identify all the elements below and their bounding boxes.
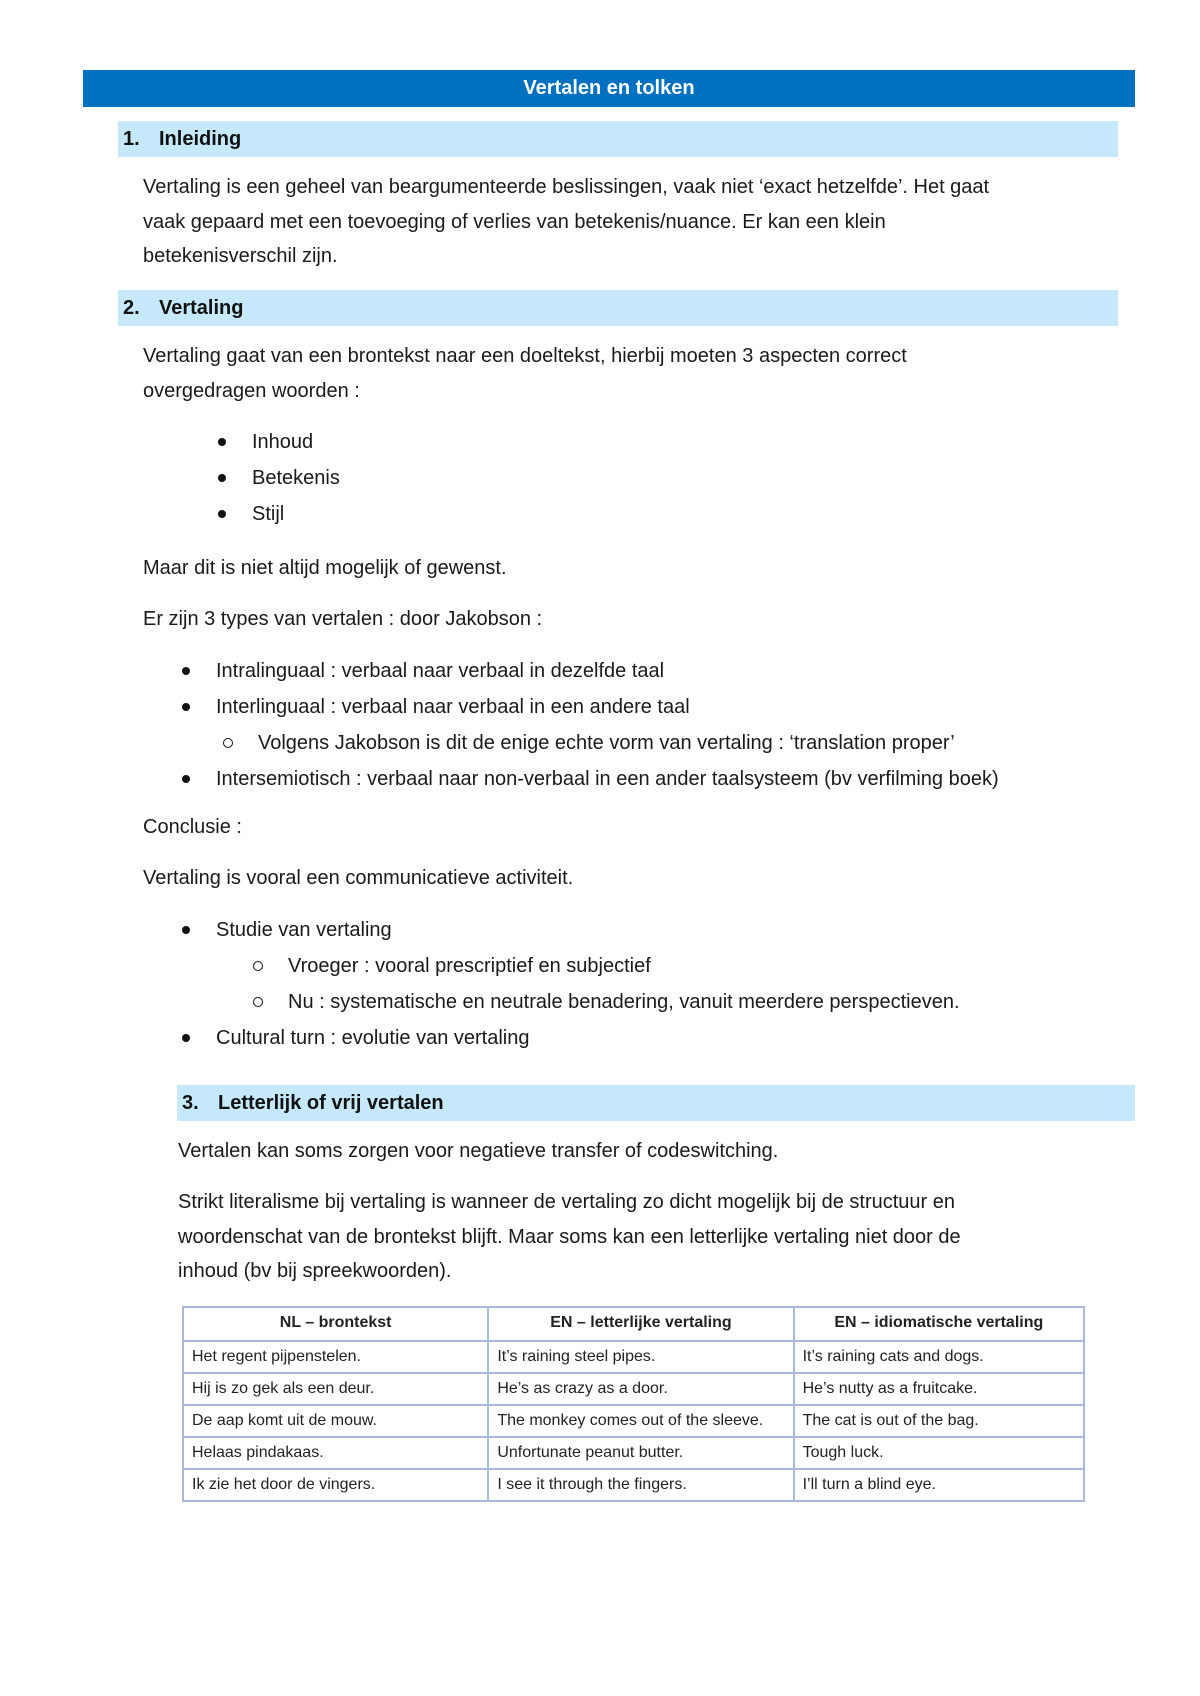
- section-number: 3.: [182, 1092, 199, 1114]
- list-item: Studie van vertaling: [182, 912, 960, 948]
- bullet-icon: [182, 775, 190, 783]
- list-item: Inhoud: [218, 424, 340, 460]
- sub-bullet-icon: [253, 997, 263, 1007]
- table-cell: Hij is zo gek als een deur.: [183, 1373, 488, 1405]
- paragraph-transfer: Vertalen kan soms zorgen voor negatieve transfer of codeswitching.: [178, 1140, 779, 1162]
- table-cell: Het regent pijpenstelen.: [183, 1341, 488, 1373]
- list-item: Interlinguaal : verbaal naar verbaal in een andere taal: [182, 689, 999, 725]
- aspects-list: [218, 424, 340, 532]
- section-title: Inleiding: [159, 128, 242, 150]
- sub-bullet-icon: [223, 738, 233, 748]
- text-line: Vertaling is een geheel van beargumenteerde beslissingen, vaak niet ‘exact hetzelfde’. Het gaat: [143, 176, 990, 198]
- conclusie-label: Conclusie :: [143, 816, 242, 838]
- bullet-icon: [182, 667, 190, 675]
- list-item: Betekenis: [218, 460, 340, 496]
- list-item: Intralinguaal : verbaal naar verbaal in dezelfde taal: [182, 653, 999, 689]
- table-cell: De aap komt uit de mouw.: [183, 1405, 488, 1437]
- section-number: 1.: [123, 128, 140, 150]
- table-cell: The monkey comes out of the sleeve.: [488, 1405, 793, 1437]
- paragraph-types-intro: Er zijn 3 types van vertalen : door Jakobson :: [143, 608, 543, 630]
- bullet-icon: [182, 703, 190, 711]
- conclusie-text: Vertaling is vooral een communicatieve activiteit.: [143, 867, 574, 889]
- list-item-sub: Volgens Jakobson is dit de enige echte vorm van vertaling : ‘translation proper’: [182, 725, 999, 761]
- study-list: [182, 912, 960, 1056]
- section-number: 2.: [123, 297, 140, 319]
- bullet-icon: [218, 438, 226, 446]
- text-line: betekenisverschil zijn.: [143, 245, 338, 267]
- bullet-icon: [182, 1034, 190, 1042]
- paragraph-literalisme: [178, 1185, 961, 1289]
- table-cell: He’s nutty as a fruitcake.: [794, 1373, 1084, 1405]
- bullet-icon: [182, 926, 190, 934]
- text-line: vaak gepaard met een toevoeging of verlies van betekenis/nuance. Er kan een klein: [143, 210, 886, 233]
- text-line: woordenschat van de brontekst blijft. Maar soms kan een letterlijke vertaling niet door de: [178, 1225, 961, 1248]
- intro-paragraph: [143, 170, 989, 274]
- bullet-icon: [218, 510, 226, 518]
- table-cell: It’s raining steel pipes.: [488, 1341, 793, 1373]
- table-cell: I’ll turn a blind eye.: [794, 1469, 1084, 1501]
- sub-bullet-icon: [253, 961, 263, 971]
- list-item: Stijl: [218, 496, 340, 532]
- section-title: Vertaling: [159, 297, 244, 319]
- section-heading-vertaling: [118, 290, 1118, 326]
- table-cell: Unfortunate peanut butter.: [488, 1437, 793, 1469]
- list-item-sub: Nu : systematische en neutrale benadering, vanuit meerdere perspectieven.: [182, 984, 960, 1020]
- vertaling-paragraph: [143, 339, 907, 408]
- table-header-row: [183, 1307, 1084, 1341]
- section-heading-inleiding: [118, 121, 1118, 157]
- table-cell: It’s raining cats and dogs.: [794, 1341, 1084, 1373]
- column-header: NL – brontekst: [183, 1307, 488, 1341]
- proverbs-table: [182, 1306, 1085, 1502]
- text-line: inhoud (bv bij spreekwoorden).: [178, 1260, 452, 1282]
- list-item: Intersemiotisch : verbaal naar non-verbaal in een ander taalsysteem (bv verfilming boek): [182, 761, 999, 797]
- bullet-icon: [218, 474, 226, 482]
- column-header: EN – idiomatische vertaling: [794, 1307, 1084, 1341]
- table-row: [183, 1373, 1084, 1405]
- text-line: Strikt literalisme bij vertaling is wanneer de vertaling zo dicht mogelijk bij de structuur en: [178, 1191, 956, 1213]
- types-list: [182, 653, 999, 797]
- table-cell: Helaas pindakaas.: [183, 1437, 488, 1469]
- section-title: Letterlijk of vrij vertalen: [218, 1092, 444, 1114]
- text-line: overgedragen woorden :: [143, 379, 360, 402]
- paragraph-niet-altijd: Maar dit is niet altijd mogelijk of gewenst.: [143, 557, 507, 579]
- section-heading-letterlijk: [177, 1085, 1135, 1121]
- list-item: Cultural turn : evolutie van vertaling: [182, 1020, 960, 1056]
- table-row: [183, 1405, 1084, 1437]
- column-header: EN – letterlijke vertaling: [488, 1307, 793, 1341]
- table-row: [183, 1341, 1084, 1373]
- table-cell: He’s as crazy as a door.: [488, 1373, 793, 1405]
- table-row: [183, 1437, 1084, 1469]
- list-item-sub: Vroeger : vooral prescriptief en subjectief: [182, 948, 960, 984]
- table-row: [183, 1469, 1084, 1501]
- table-cell: I see it through the fingers.: [488, 1469, 793, 1501]
- document-title: Vertalen en tolken: [83, 70, 1135, 107]
- text-line: Vertaling gaat van een brontekst naar een doeltekst, hierbij moeten 3 aspecten correct: [143, 345, 907, 367]
- table-cell: Tough luck.: [794, 1437, 1084, 1469]
- table-cell: Ik zie het door de vingers.: [183, 1469, 488, 1501]
- table-cell: The cat is out of the bag.: [794, 1405, 1084, 1437]
